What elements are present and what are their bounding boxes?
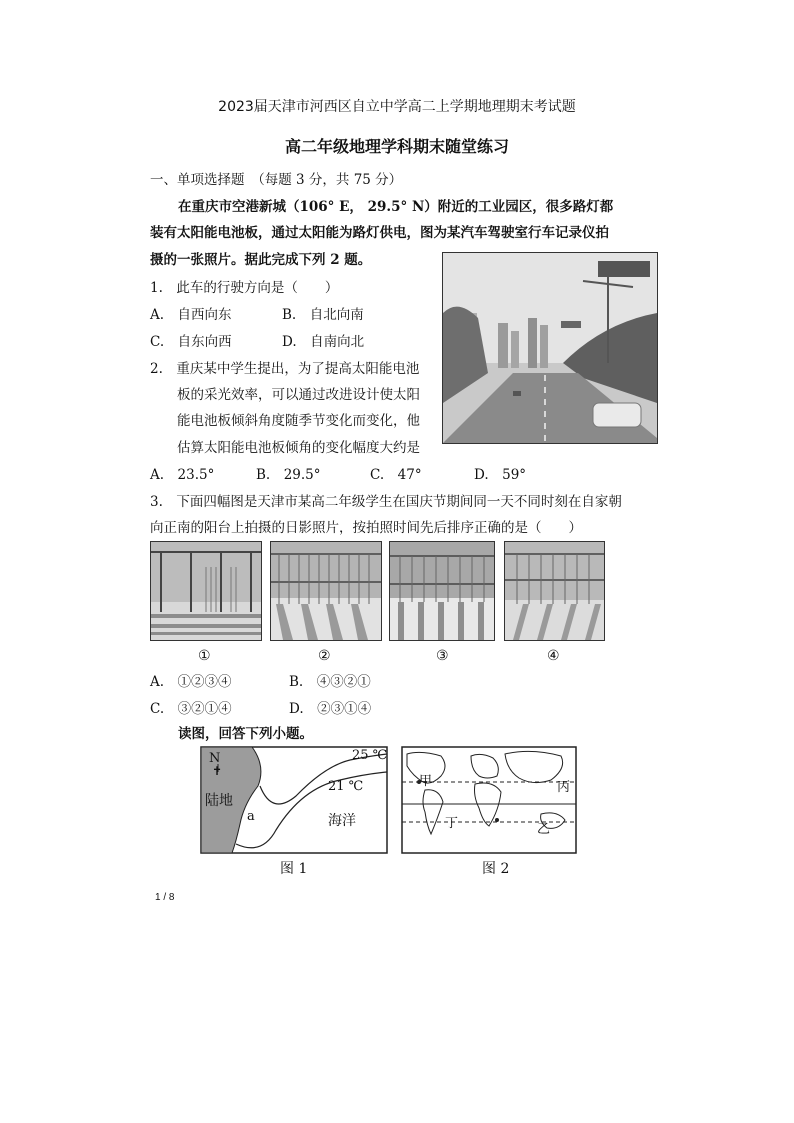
- q1-stem: 1. 此车的行驶方向是（ ）: [150, 280, 339, 296]
- intro-line-2: 装有太阳能电池板，通过太阳能为路灯供电，图为某汽车驾驶室行车记录仪拍: [150, 225, 609, 241]
- q3-stem-line-2: 向正南的阳台上拍摄的日影照片，按拍照时间先后排序正确的是（ ）: [150, 520, 582, 536]
- figure-1-caption: 图 1: [280, 861, 308, 877]
- read-figure-prompt: 读图，回答下列小题。: [178, 726, 313, 742]
- balcony-photo-2: [270, 541, 382, 641]
- label-yi: 乙: [537, 822, 551, 837]
- q2-stem-line-4: 估算太阳能电池板倾角的变化幅度大约是: [177, 440, 420, 456]
- q3-stem-line-1: 3. 下面四幅图是天津市某高二年级学生在国庆节期间同一天不同时刻在自家朝: [150, 494, 622, 510]
- north-arrow-icon: ✝: [212, 764, 223, 778]
- north-label: N: [209, 751, 221, 766]
- q2-stem-line-2: 板的采光效率，可以通过改进设计使太阳: [177, 387, 420, 403]
- point-a-label: a: [247, 809, 255, 824]
- road-scene-drawing: [443, 253, 657, 443]
- page-number: 1 / 8: [155, 892, 175, 903]
- photo-label-2: ②: [318, 648, 331, 664]
- q1-option-a[interactable]: A. 自西向东: [150, 307, 232, 323]
- photo-label-1: ①: [198, 648, 211, 664]
- isotherm-21-label: 21 ℃: [328, 779, 364, 794]
- balcony-photo-4: [504, 541, 605, 641]
- label-bing: 丙: [557, 780, 571, 795]
- balcony-photo-3: [389, 541, 495, 641]
- label-ding: 丁: [445, 816, 459, 831]
- figure-2-world-map: [401, 746, 577, 854]
- q1-option-c[interactable]: C. 自东向西: [150, 334, 232, 350]
- q3-option-c[interactable]: C. ③②①④: [150, 701, 232, 717]
- dashcam-road-photo: [442, 252, 658, 444]
- q2-stem-line-3: 能电池板倾斜角度随季节变化而变化，他: [177, 413, 420, 429]
- figure-1-isotherm-map: [200, 746, 388, 854]
- land-label: 陆地: [205, 793, 233, 809]
- exam-title: 高二年级地理学科期末随堂练习: [284, 137, 509, 156]
- q2-option-d[interactable]: D. 59°: [474, 467, 527, 483]
- label-jia: 甲: [419, 774, 433, 789]
- photo-label-4: ④: [547, 648, 560, 664]
- figure-2-caption: 图 2: [482, 861, 510, 877]
- photo-label-3: ③: [436, 648, 449, 664]
- q2-option-a[interactable]: A. 23.5°: [150, 467, 215, 483]
- q2-option-c[interactable]: C. 47°: [370, 467, 422, 483]
- section-heading: 一、单项选择题 （每题 3 分，共 75 分）: [150, 172, 403, 188]
- ocean-label: 海洋: [328, 813, 356, 829]
- intro-line-3: 摄的一张照片。据此完成下列 2 题。: [150, 252, 372, 268]
- isotherm-25-label: 25 ℃: [352, 748, 388, 763]
- q3-option-a[interactable]: A. ①②③④: [150, 674, 232, 690]
- intro-line-1: 在重庆市空港新城（106° E， 29.5° N）附近的工业园区，很多路灯都: [178, 199, 614, 215]
- q2-stem-line-1: 2. 重庆某中学生提出，为了提高太阳能电池: [150, 361, 420, 377]
- q3-option-b[interactable]: B. ④③②①: [289, 674, 371, 690]
- q1-option-d[interactable]: D. 自南向北: [282, 334, 365, 350]
- q2-option-b[interactable]: B. 29.5°: [256, 467, 321, 483]
- q1-option-b[interactable]: B. 自北向南: [282, 307, 364, 323]
- q3-option-d[interactable]: D. ②③①④: [289, 701, 372, 717]
- balcony-photo-1: [150, 541, 262, 641]
- document-title: 2023届天津市河西区自立中学高二上学期地理期末考试题: [218, 99, 576, 115]
